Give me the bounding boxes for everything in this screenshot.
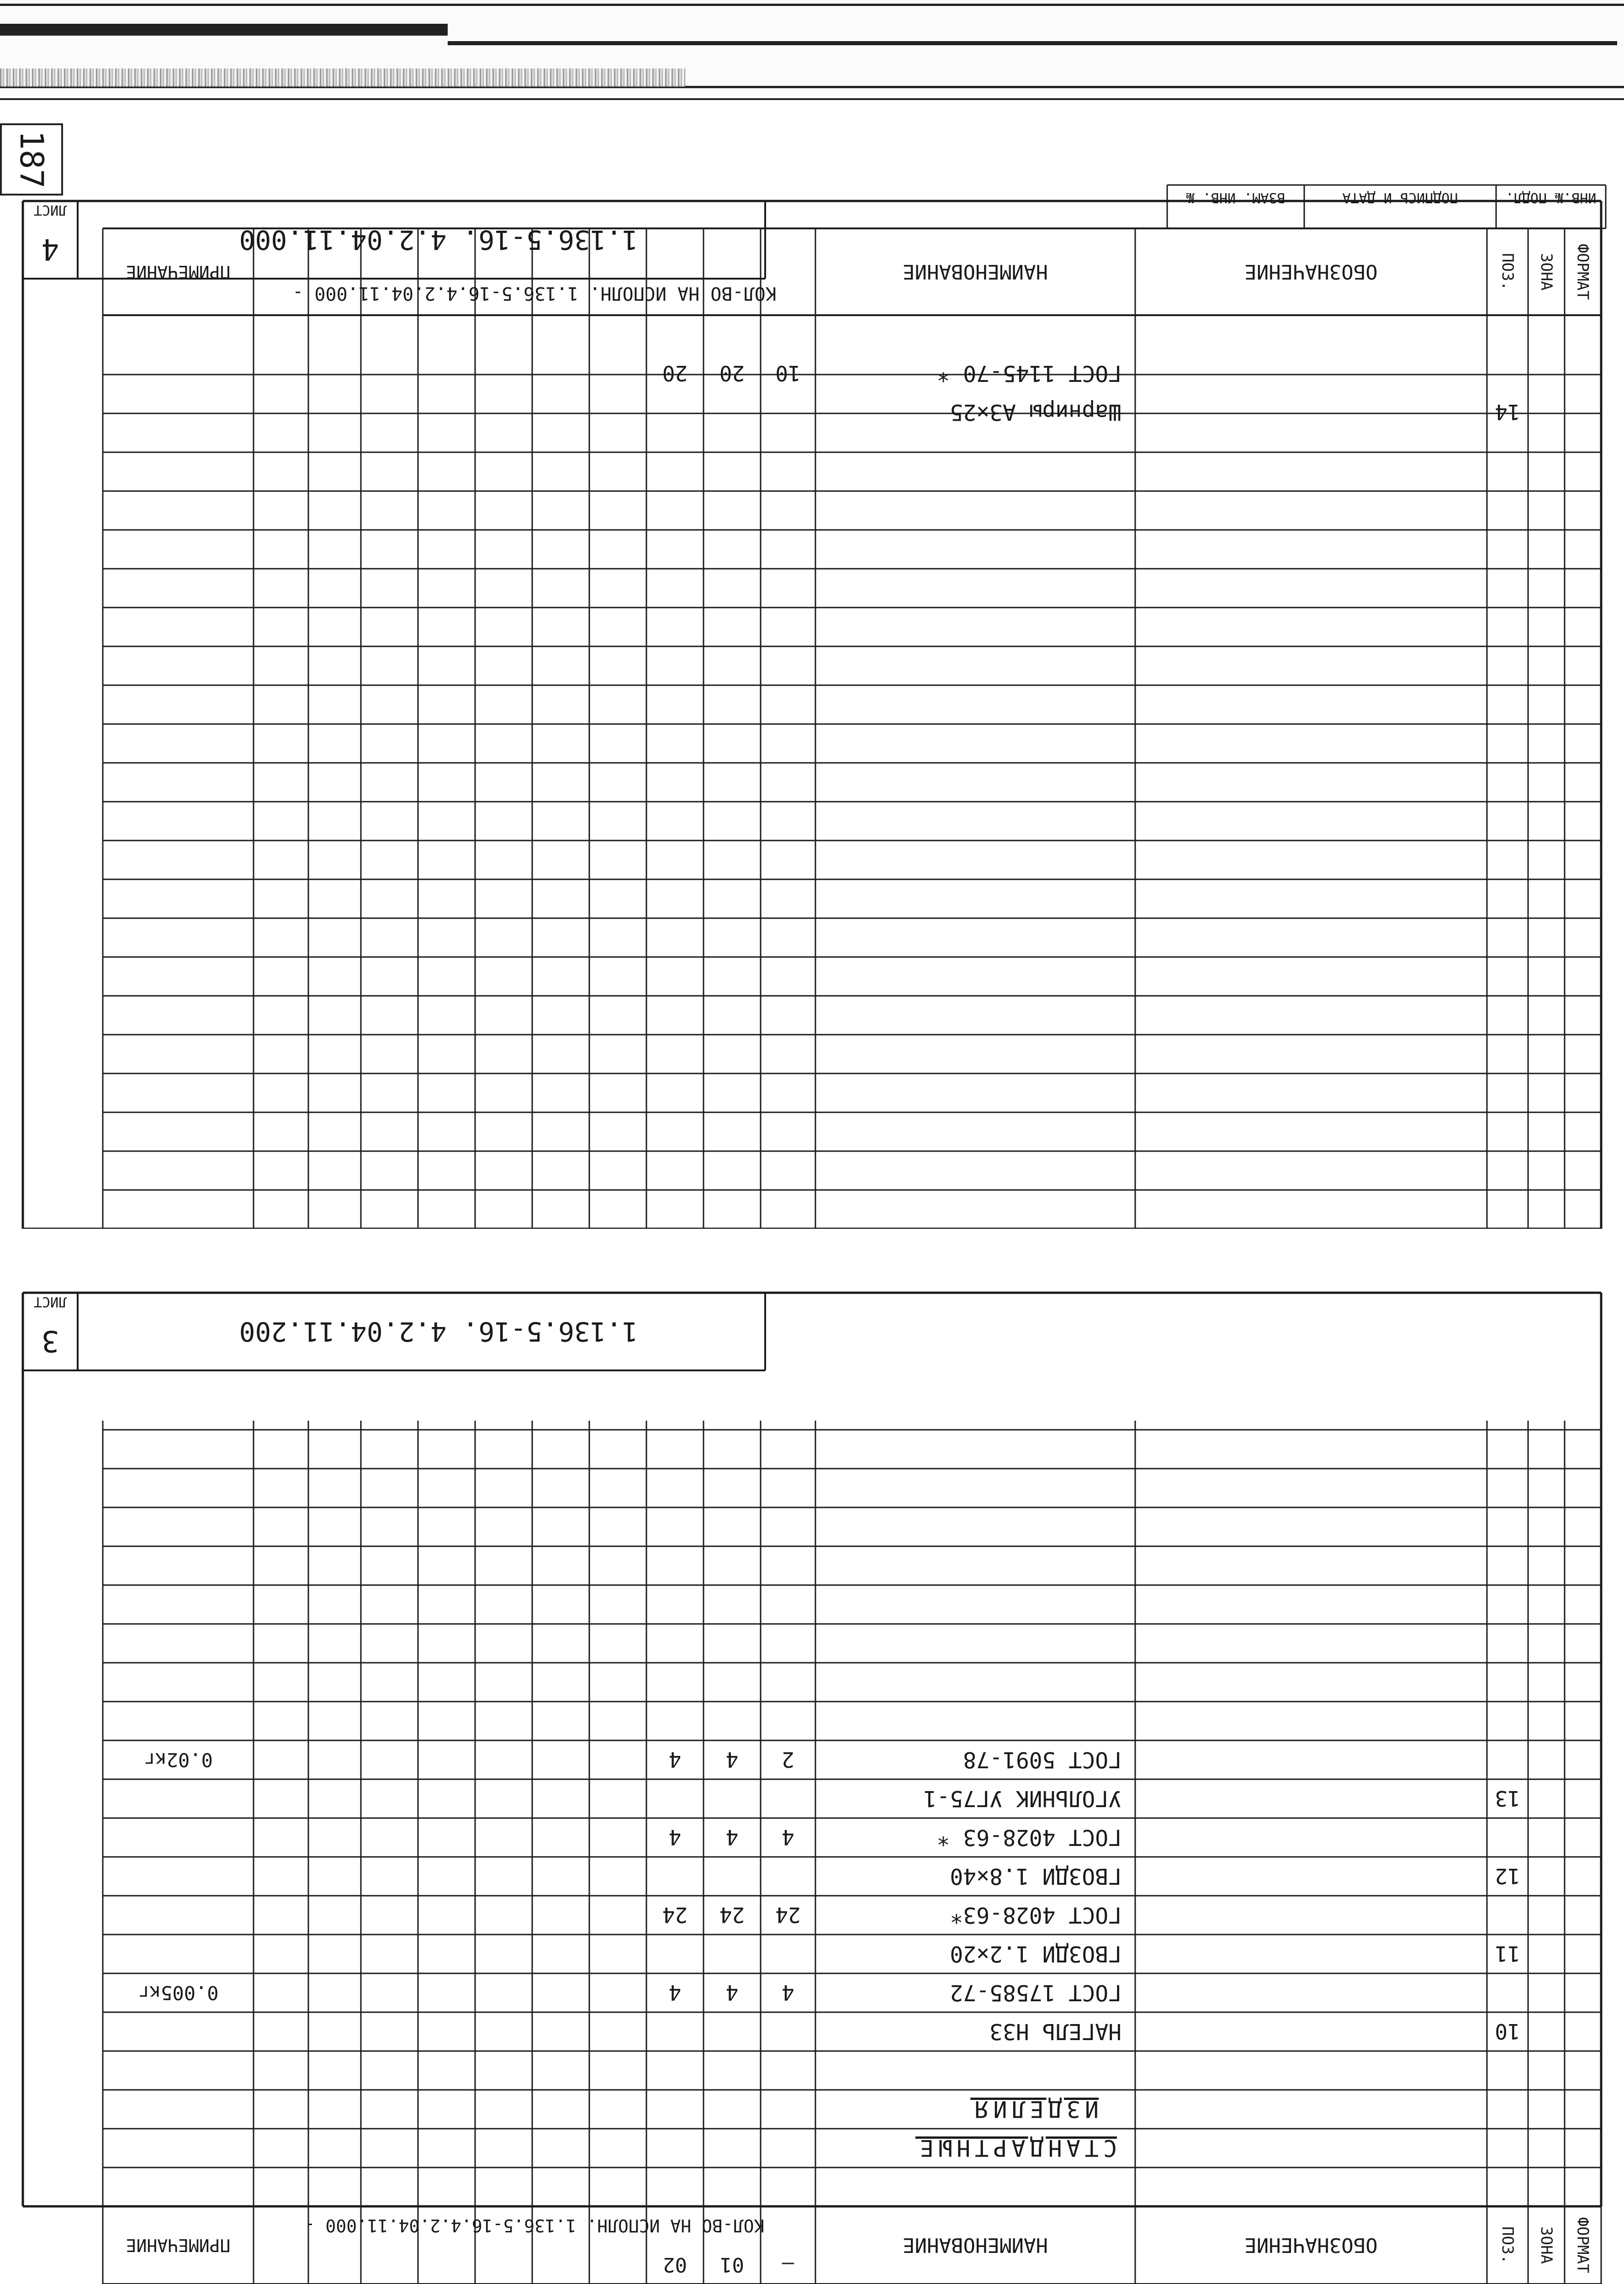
row-qty-exec-2: [704, 2012, 761, 2051]
row-qty-exec-1: 4: [782, 1980, 794, 2005]
sheet-number: 4: [41, 232, 59, 266]
row-position: [1487, 1973, 1528, 2012]
row-name: ГОСТ 17585-72: [950, 1980, 1121, 2006]
row-note: [103, 1857, 254, 1896]
col-header-name: НАИМЕНОВАНИЕ: [903, 260, 1048, 284]
scan-top-edge: [0, 0, 1624, 96]
section-heading: СТАНДАРТНЫЕ: [915, 2135, 1117, 2162]
doc-code: 1.136.5-16. 4.2.04.11.000: [239, 224, 638, 255]
row-note: [103, 2012, 254, 2051]
row-position: [1487, 1896, 1528, 1935]
edge-line: [0, 24, 448, 36]
edge-line: [448, 41, 1617, 45]
col-header-name: НАИМЕНОВАНИЕ: [903, 2233, 1048, 2257]
sheet-label: ЛИСТ: [33, 202, 67, 218]
row-qty-exec-3: [646, 1935, 704, 1973]
row-qty-exec-1: 24: [775, 1903, 801, 1928]
stamp-vzam: ВЗАМ. ИНВ. №: [1186, 190, 1285, 206]
row-name: ГОСТ 4028-63 *: [936, 1824, 1121, 1850]
archive-sheet-number: 187: [13, 130, 50, 189]
row-qty-exec-2: [704, 1857, 761, 1896]
row-qty-exec-2: 4: [725, 1747, 739, 1772]
row-qty-exec-3: 24: [662, 1903, 688, 1928]
row-note: [103, 1896, 254, 1935]
row-qty-exec-3: 20: [662, 361, 688, 386]
row-qty-exec-3: 4: [668, 1825, 682, 1850]
col-header-format: ФОРМАТ: [1573, 243, 1592, 300]
row-name: ГОСТ 4028-63*: [950, 1902, 1121, 1928]
row-name: Шарниры А3×25: [950, 399, 1121, 425]
spec-sheet-3: [0, 1188, 1624, 2284]
row-position: 12: [1495, 1864, 1520, 1889]
col-header-pos: ПОЗ.: [1498, 253, 1517, 291]
row-qty-exec-2: 4: [725, 1980, 739, 2005]
row-qty-exec-2: 24: [719, 1903, 745, 1928]
col-header-note: ПРИМЕЧАНИЕ: [126, 262, 231, 282]
row-note: [103, 393, 254, 432]
col-header-note: ПРИМЕЧАНИЕ: [126, 2235, 231, 2255]
exec-header-3: 02: [663, 2253, 687, 2276]
col-header-zone: ЗОНА: [1537, 2226, 1555, 2264]
row-note: [103, 354, 254, 393]
row-position: 13: [1495, 1786, 1520, 1811]
col-header-quantity: КОЛ-ВО НА ИСПОЛН. 1.136.5-16.4.2.04.11.000 -: [292, 283, 777, 304]
sheet-label: ЛИСТ: [33, 1294, 67, 1310]
scan-noise: [0, 69, 685, 87]
col-header-format: ФОРМАТ: [1573, 2217, 1592, 2273]
row-position: [1487, 1818, 1528, 1857]
stamp-podpis: ПОДПИСЬ И ДАТА: [1342, 190, 1458, 206]
row-qty-exec-3: [646, 393, 704, 432]
row-qty-exec-1: 10: [775, 361, 801, 386]
section-heading: ИЗДЕЛИЯ: [970, 2096, 1099, 2123]
col-header-quantity: КОЛ-ВО НА ИСПОЛН. 1.136.5-16.4.2.04.11.000 -: [304, 2215, 765, 2236]
row-position: [1487, 354, 1528, 393]
row-name: ГОСТ 1145-70 *: [936, 360, 1121, 386]
stamp-inv-podl: ИНВ.№ ПОДЛ.: [1505, 190, 1597, 206]
row-note: 0.02кг: [143, 1749, 213, 1771]
exec-header-1: –: [782, 2253, 794, 2276]
row-note: [103, 1935, 254, 1973]
row-name: НАГЕЛЬ Н33: [989, 2019, 1121, 2045]
row-qty-exec-2: 4: [725, 1825, 739, 1850]
row-note: [103, 1818, 254, 1857]
exec-header-2: 01: [720, 2253, 744, 2276]
row-qty-exec-3: [646, 1857, 704, 1896]
edge-line: [0, 98, 1624, 100]
row-qty-exec-1: [761, 1779, 815, 1818]
spec-sheet-4: [0, 132, 1624, 1229]
row-qty-exec-1: 2: [782, 1747, 794, 1772]
edge-line: [0, 4, 1624, 6]
row-qty-exec-1: [761, 393, 815, 432]
col-header-pos: ПОЗ.: [1498, 2226, 1517, 2264]
col-header-zone: ЗОНА: [1537, 253, 1555, 291]
row-position: [1487, 1740, 1528, 1779]
row-position: 14: [1495, 400, 1520, 425]
col-header-designation: ОБОЗНАЧЕНИЕ: [1244, 260, 1378, 284]
row-qty-exec-2: [704, 1935, 761, 1973]
doc-code: 1.136.5-16. 4.2.04.11.200: [239, 1316, 638, 1347]
row-name: ГВОЗДИ 1.8×40: [950, 1863, 1121, 1889]
row-qty-exec-2: [704, 1779, 761, 1818]
row-qty-exec-3: [646, 2012, 704, 2051]
row-position: 11: [1495, 1941, 1520, 1967]
row-name: ГОСТ 5091-78: [963, 1747, 1121, 1773]
row-qty-exec-2: [704, 393, 761, 432]
row-qty-exec-3: 4: [668, 1747, 682, 1772]
row-qty-exec-3: 4: [668, 1980, 682, 2005]
row-note: [103, 1779, 254, 1818]
row-qty-exec-1: [761, 1935, 815, 1973]
row-name: УГОЛЬНИК УГ75-1: [923, 1786, 1121, 1812]
row-qty-exec-3: [646, 1779, 704, 1818]
sheet-number: 3: [41, 1324, 59, 1358]
row-qty-exec-2: 20: [719, 361, 745, 386]
row-qty-exec-1: 4: [782, 1825, 794, 1850]
col-header-designation: ОБОЗНАЧЕНИЕ: [1244, 2233, 1378, 2257]
row-note: 0.005кг: [138, 1982, 219, 2004]
row-name: ГВОЗДИ 1.2×20: [950, 1941, 1121, 1967]
row-qty-exec-1: [761, 1857, 815, 1896]
row-position: 10: [1495, 2019, 1520, 2044]
row-qty-exec-1: [761, 2012, 815, 2051]
